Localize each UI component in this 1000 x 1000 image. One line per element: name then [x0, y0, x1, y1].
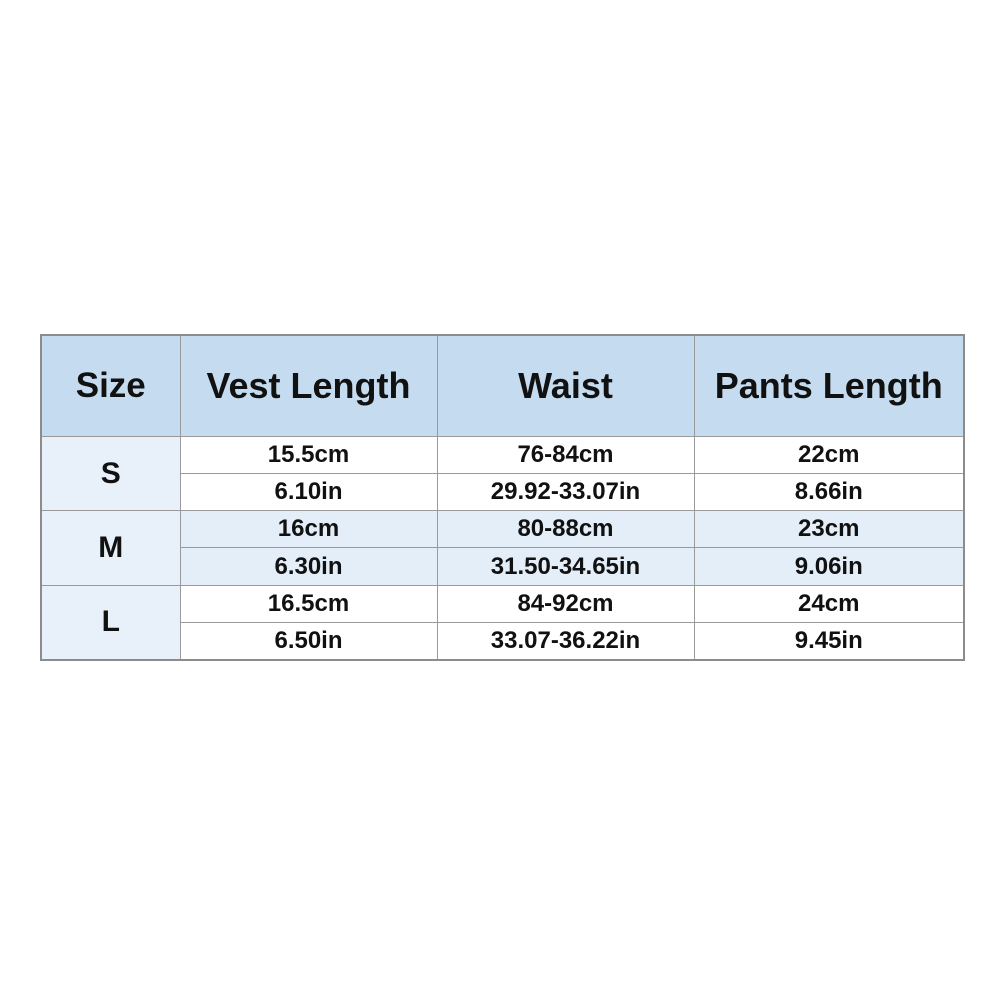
table-row-l-cm	[41, 585, 964, 622]
vest-length-cm: 16.5cm	[180, 585, 437, 622]
table-row-s-cm	[41, 437, 964, 474]
table-row-m-in	[41, 548, 964, 585]
size-label-s: S	[41, 437, 180, 511]
vest-length-cm: 15.5cm	[180, 437, 437, 474]
size-chart-table	[40, 334, 965, 661]
table-row-l-in	[41, 622, 964, 660]
header-waist: Waist	[437, 335, 694, 437]
header-size: Size	[41, 335, 180, 437]
table-row-s-in	[41, 474, 964, 511]
pants-length-cm: 22cm	[694, 437, 964, 474]
vest-length-cm: 16cm	[180, 511, 437, 548]
waist-cm: 76-84cm	[437, 437, 694, 474]
waist-cm: 84-92cm	[437, 585, 694, 622]
waist-in: 33.07-36.22in	[437, 622, 694, 660]
header-pants-length: Pants Length	[694, 335, 964, 437]
size-label-m: M	[41, 511, 180, 585]
pants-length-in: 9.45in	[694, 622, 964, 660]
waist-in: 29.92-33.07in	[437, 474, 694, 511]
size-label-l: L	[41, 585, 180, 660]
table-row-m-cm	[41, 511, 964, 548]
pants-length-cm: 23cm	[694, 511, 964, 548]
vest-length-in: 6.10in	[180, 474, 437, 511]
waist-in: 31.50-34.65in	[437, 548, 694, 585]
waist-cm: 80-88cm	[437, 511, 694, 548]
pants-length-in: 8.66in	[694, 474, 964, 511]
vest-length-in: 6.50in	[180, 622, 437, 660]
pants-length-in: 9.06in	[694, 548, 964, 585]
table-header	[41, 335, 964, 437]
table-body	[41, 437, 964, 661]
vest-length-in: 6.30in	[180, 548, 437, 585]
pants-length-cm: 24cm	[694, 585, 964, 622]
header-row	[41, 335, 964, 437]
header-vest-length: Vest Length	[180, 335, 437, 437]
